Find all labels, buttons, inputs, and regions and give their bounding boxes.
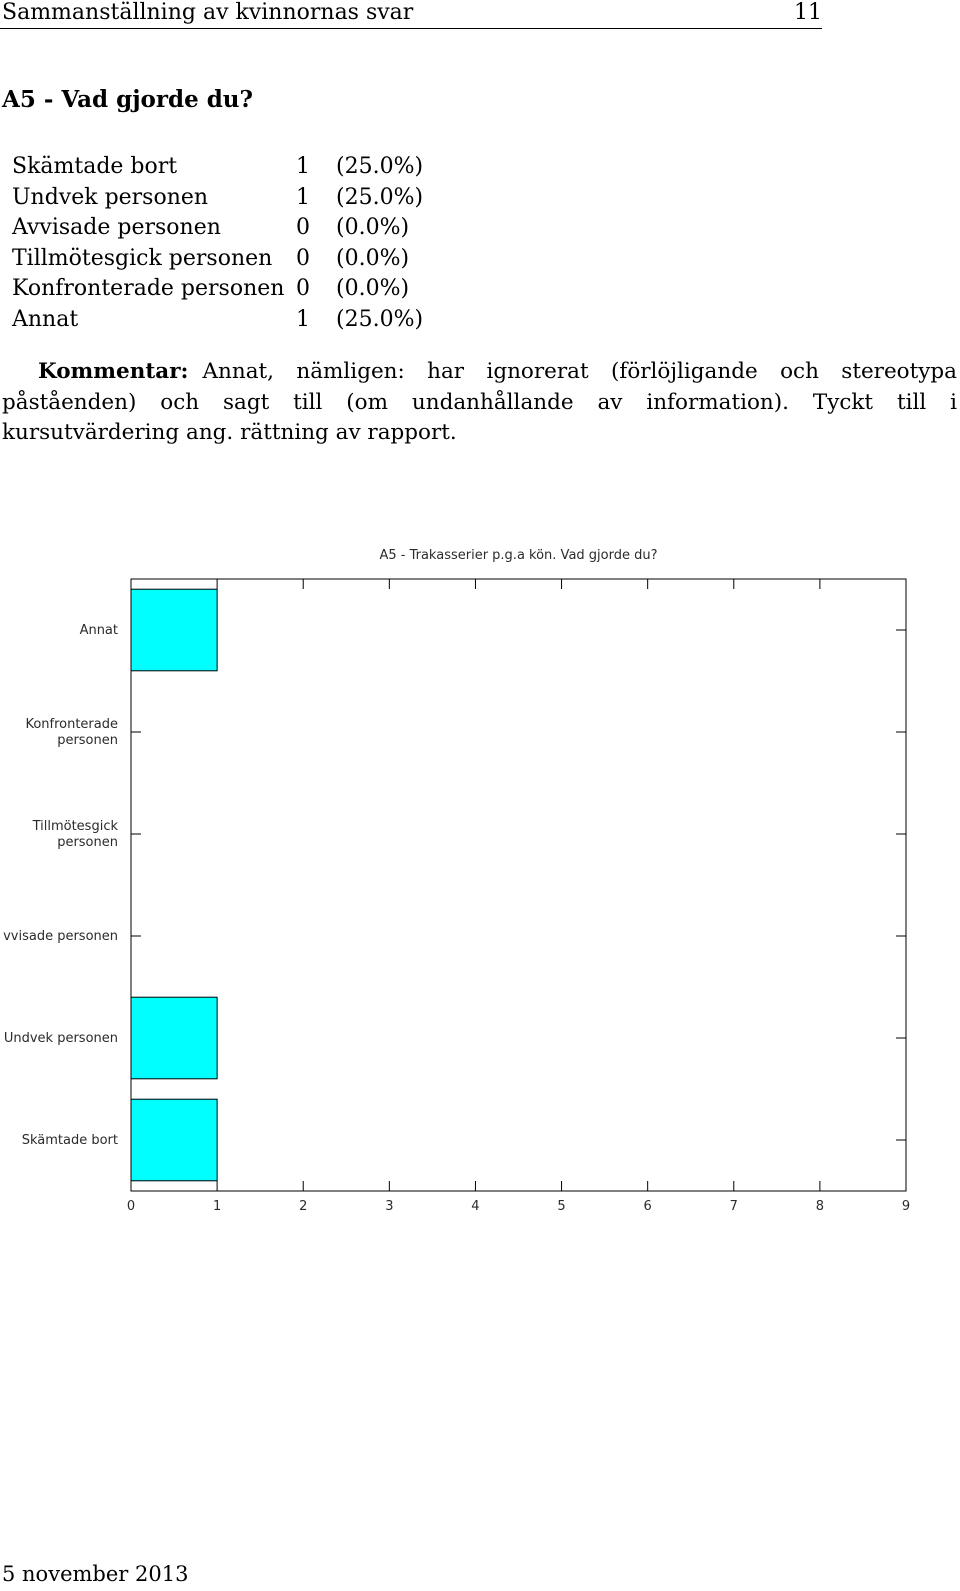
answer-row [12,305,423,336]
answer-count: 0 [296,215,310,240]
answer-label: Annat [12,306,79,332]
answer-row [12,213,423,244]
answer-percent: (0.0%) [336,215,410,240]
answer-row [12,244,423,275]
comment-text: Annat, nämligen: har ignorerat (förlöjligande och stereotypa påståenden) och sagt till (om undanhållande av information). Tyckt till i kursutvärdering ang. rättning av rapport. [2,359,957,445]
answer-percent: (25.0%) [336,306,424,332]
x-tick-label: 0 [126,1199,136,1214]
footer-date: 5 november 2013 [2,1562,189,1586]
y-category-label: personen [57,733,118,748]
comment-label: Kommentar: [38,359,189,384]
x-tick-label: 7 [729,1199,738,1214]
y-category-label: Skämtade bort [21,1133,118,1148]
y-category-label: Annat [79,623,118,638]
bar [131,997,217,1079]
answer-row [12,183,423,214]
y-category-label: Undvek personen [3,1031,118,1046]
answer-percent: (25.0%) [336,184,424,210]
x-tick-label: 3 [385,1199,394,1214]
page-header [0,0,822,29]
bar [131,589,217,671]
x-tick-label: 6 [643,1199,652,1214]
answer-row [12,274,423,305]
answer-count: 0 [296,276,310,301]
x-tick-label: 9 [901,1199,911,1214]
answer-count: 1 [296,306,310,332]
answer-label: Konfronterade personen [12,276,285,301]
answer-percent: (0.0%) [336,276,410,301]
x-tick-label: 8 [815,1199,825,1214]
comment-paragraph [2,357,957,449]
y-category-label: Konfronterade [25,717,118,732]
answer-label: Avvisade personen [12,215,221,240]
answers-table [12,152,423,335]
answer-percent: (25.0%) [336,154,424,179]
answer-count: 1 [296,154,310,179]
bar-chart [0,535,960,1235]
x-tick-label: 1 [212,1199,222,1214]
x-tick-label: 5 [557,1199,566,1214]
page-number: 11 [794,0,822,25]
answer-count: 1 [296,184,310,210]
x-tick-label: 4 [471,1199,480,1214]
section-heading: A5 - Vad gjorde du? [2,86,254,113]
y-category-label: vvisade personen [3,929,118,944]
answer-label: Tillmötesgick personen [12,245,273,271]
answer-count: 0 [296,245,310,271]
y-category-label: personen [57,835,118,850]
plot-frame [131,579,906,1191]
answer-label: Undvek personen [12,184,209,210]
answer-percent: (0.0%) [336,245,410,271]
answer-row [12,152,423,183]
answer-label: Skämtade bort [12,154,178,179]
chart-title: A5 - Trakasserier p.g.a kön. Vad gjorde du? [379,548,658,563]
document-title: Sammanställning av kvinnornas svar [2,0,414,25]
bar [131,1099,217,1181]
x-tick-label: 2 [299,1199,308,1214]
y-category-label: Tillmötesgick [32,819,118,834]
